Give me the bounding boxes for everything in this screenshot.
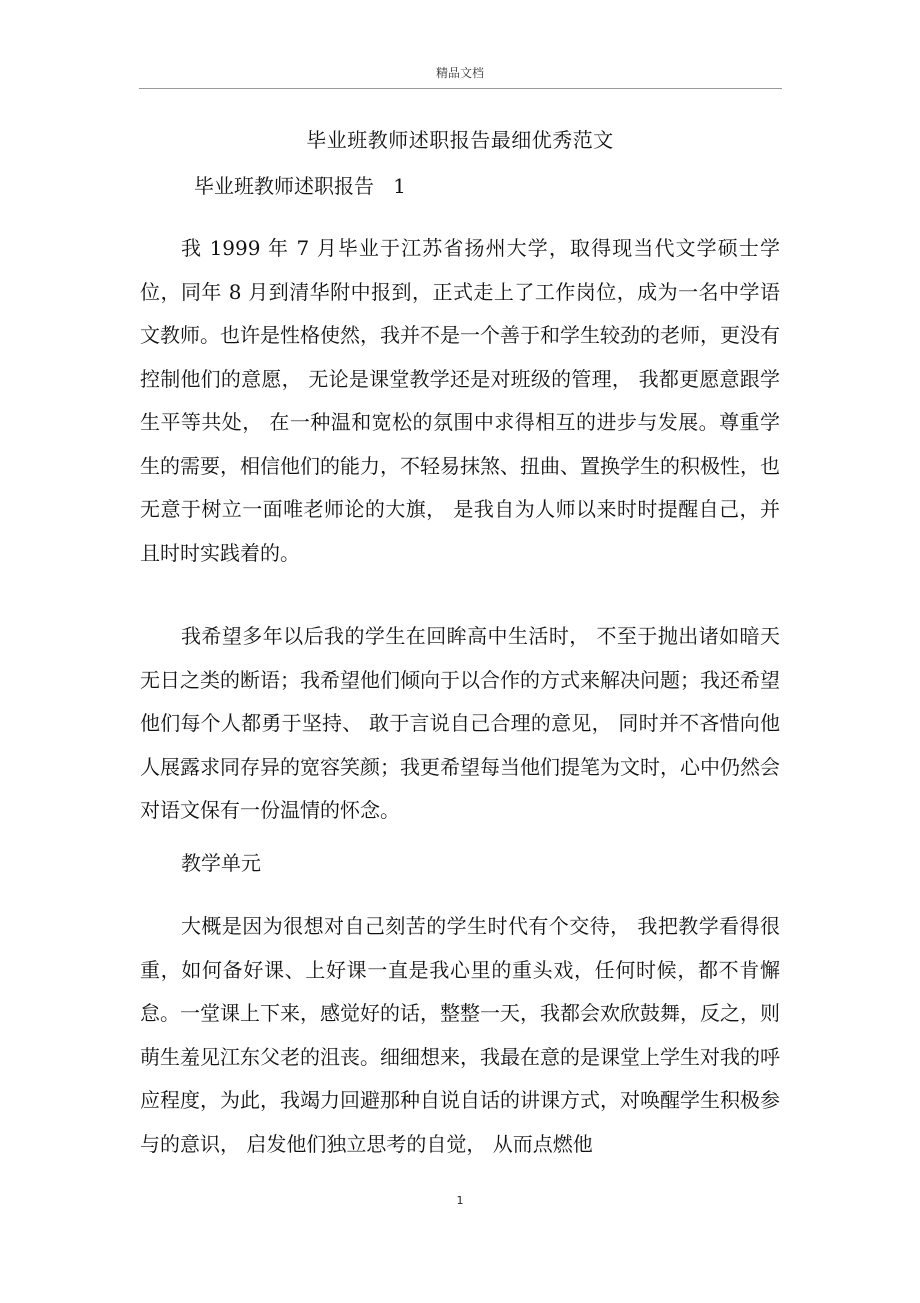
body-paragraph-1: 我 1999 年 7 月毕业于江苏省扬州大学，取得现当代文学硕士学位，同年 8 月到清华附中报到，正式走上了工作岗位，成为一名中学语文教师。也许是性格使然，我并不是一个善于和学生较劲的老师，更没有控制他们的意愿， 无论是课堂教学还是对班级的管理， 我都更愿意跟学生平等共处， 在一种温和宽松的氛围中求得相互的进步与发展。尊重学生的需要，相信他们的能力，不轻易抹煞、扭曲、置换学生的积极性，也无意于树立一面唯老师论的大旗， 是我自为人师以来时时提醒自己，并且时时实践着的。 xyxy=(140,236,780,565)
section-heading: 教学单元 xyxy=(181,851,261,875)
document-subtitle: 毕业班教师述职报告 1 xyxy=(194,174,406,198)
header-divider xyxy=(139,88,782,89)
section-paragraph: 大概是因为很想对自己刻苦的学生时代有个交待， 我把教学看得很重，如何备好课、上好课一直是我心里的重头戏，任何时候，都不肯懈怠。一堂课上下来，感觉好的话，整整一天，我都会欢欣鼓舞，反之，则萌生羞见江东父老的沮丧。细细想来，我最在意的是课堂上学生对我的呼应程度，为此，我竭力回避那种自说自话的讲课方式，对唤醒学生积极参与的意识， 启发他们独立思考的自觉， 从而点燃他 xyxy=(140,914,780,1156)
document-title: 毕业班教师述职报告最细优秀范文 xyxy=(306,128,614,152)
page-number: 1 xyxy=(456,1194,464,1207)
body-paragraph-2: 我希望多年以后我的学生在回眸高中生活时， 不至于抛出诸如暗天无日之类的断语；我希望他们倾向于以合作的方式来解决问题；我还希望他们每个人都勇于坚持、 敢于言说自己合理的意见， 同时并不吝惜向他人展露求同存异的宽容笑颜；我更希望每当他们提笔为文时，心中仍然会对语文保有一份温情的怀念。 xyxy=(140,624,780,822)
page-header: 精品文档 xyxy=(435,66,484,80)
